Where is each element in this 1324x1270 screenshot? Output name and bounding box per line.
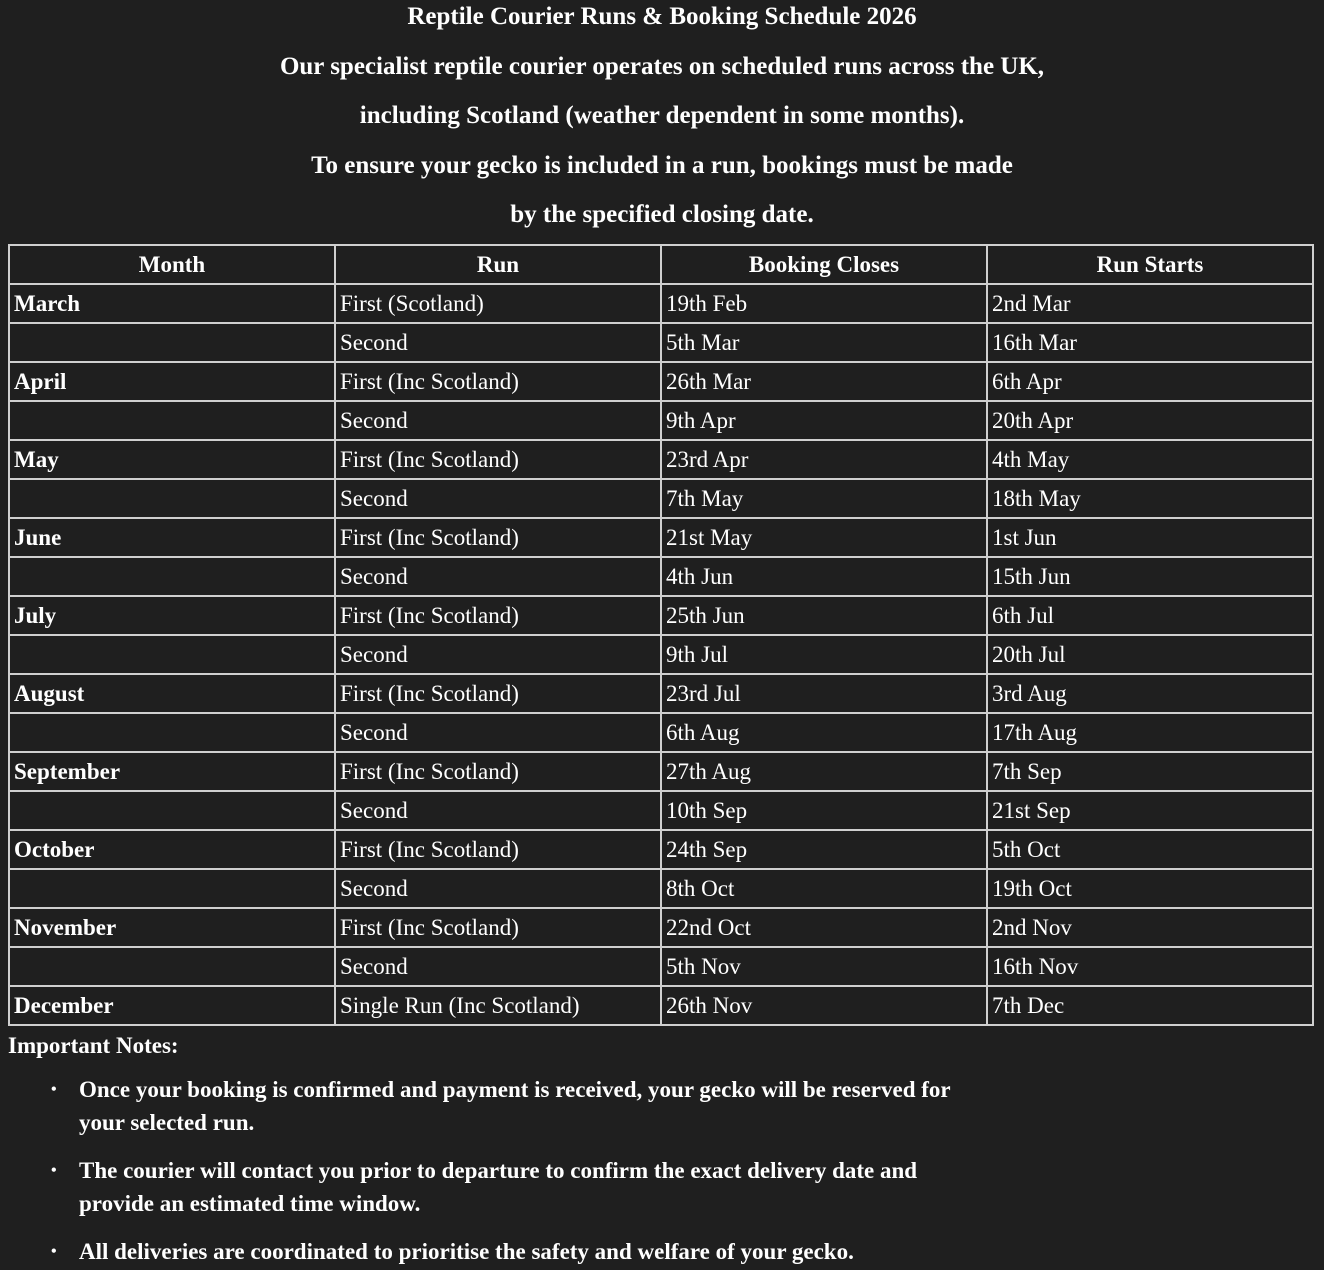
table-row bbox=[10, 597, 1314, 636]
cell-run: Second bbox=[336, 636, 662, 675]
table-body bbox=[10, 285, 1314, 1026]
cell-month bbox=[10, 480, 336, 519]
cell-run: First (Inc Scotland) bbox=[336, 675, 662, 714]
cell-run-starts: 6th Jul bbox=[988, 597, 1314, 636]
cell-booking-closes: 4th Jun bbox=[662, 558, 988, 597]
cell-booking-closes: 8th Oct bbox=[662, 870, 988, 909]
cell-month bbox=[10, 324, 336, 363]
cell-month bbox=[10, 948, 336, 987]
page-title: Reptile Courier Runs & Booking Schedule 2026 bbox=[407, 3, 917, 30]
bullet-icon: • bbox=[51, 1162, 57, 1179]
note-text: Once your booking is confirmed and payment is received, your gecko will be reserved for your selected run. bbox=[79, 1077, 951, 1135]
cell-run: First (Inc Scotland) bbox=[336, 519, 662, 558]
note-item bbox=[8, 1235, 959, 1268]
header-booking-closes: Booking Closes bbox=[662, 246, 988, 285]
cell-booking-closes: 9th Apr bbox=[662, 402, 988, 441]
cell-month bbox=[10, 558, 336, 597]
cell-run-starts: 5th Oct bbox=[988, 831, 1314, 870]
cell-run: Second bbox=[336, 324, 662, 363]
cell-run-starts: 2nd Nov bbox=[988, 909, 1314, 948]
bullet-icon: • bbox=[51, 1243, 57, 1260]
cell-booking-closes: 5th Mar bbox=[662, 324, 988, 363]
notes-list bbox=[8, 1073, 1008, 1268]
cell-run: First (Inc Scotland) bbox=[336, 831, 662, 870]
cell-run-starts: 3rd Aug bbox=[988, 675, 1314, 714]
table-row bbox=[10, 324, 1314, 363]
table-row bbox=[10, 363, 1314, 402]
cell-run-starts: 7th Sep bbox=[988, 753, 1314, 792]
notes-section bbox=[8, 1029, 1008, 1270]
cell-booking-closes: 5th Nov bbox=[662, 948, 988, 987]
cell-booking-closes: 22nd Oct bbox=[662, 909, 988, 948]
cell-month: March bbox=[10, 285, 336, 324]
cell-run: Second bbox=[336, 948, 662, 987]
table-header-row bbox=[10, 246, 1314, 285]
intro-line: To ensure your gecko is included in a run, bookings must be made bbox=[311, 151, 1013, 179]
cell-run: Second bbox=[336, 558, 662, 597]
cell-run-starts: 6th Apr bbox=[988, 363, 1314, 402]
schedule-table bbox=[8, 244, 1314, 1026]
table-row bbox=[10, 441, 1314, 480]
cell-run: Second bbox=[336, 792, 662, 831]
header-run-starts: Run Starts bbox=[988, 246, 1314, 285]
cell-booking-closes: 10th Sep bbox=[662, 792, 988, 831]
cell-run: Second bbox=[336, 714, 662, 753]
header-run: Run bbox=[336, 246, 662, 285]
cell-run-starts: 4th May bbox=[988, 441, 1314, 480]
cell-run: First (Scotland) bbox=[336, 285, 662, 324]
cell-booking-closes: 23rd Apr bbox=[662, 441, 988, 480]
cell-booking-closes: 26th Mar bbox=[662, 363, 988, 402]
table-row bbox=[10, 285, 1314, 324]
cell-booking-closes: 21st May bbox=[662, 519, 988, 558]
cell-booking-closes: 23rd Jul bbox=[662, 675, 988, 714]
cell-booking-closes: 9th Jul bbox=[662, 636, 988, 675]
table-row bbox=[10, 753, 1314, 792]
cell-month: May bbox=[10, 441, 336, 480]
cell-run-starts: 21st Sep bbox=[988, 792, 1314, 831]
cell-month bbox=[10, 636, 336, 675]
table-row bbox=[10, 480, 1314, 519]
table-row bbox=[10, 675, 1314, 714]
cell-month: October bbox=[10, 831, 336, 870]
cell-run: First (Inc Scotland) bbox=[336, 753, 662, 792]
cell-month: April bbox=[10, 363, 336, 402]
cell-run-starts: 16th Mar bbox=[988, 324, 1314, 363]
table-row bbox=[10, 948, 1314, 987]
table-row bbox=[10, 792, 1314, 831]
cell-run-starts: 1st Jun bbox=[988, 519, 1314, 558]
table-row bbox=[10, 909, 1314, 948]
header-month: Month bbox=[10, 246, 336, 285]
cell-run: Single Run (Inc Scotland) bbox=[336, 987, 662, 1026]
cell-run: Second bbox=[336, 402, 662, 441]
cell-run-starts: 20th Jul bbox=[988, 636, 1314, 675]
cell-month: August bbox=[10, 675, 336, 714]
intro-line: by the specified closing date. bbox=[510, 201, 814, 228]
cell-run: First (Inc Scotland) bbox=[336, 441, 662, 480]
cell-month: November bbox=[10, 909, 336, 948]
bullet-icon: • bbox=[51, 1081, 57, 1098]
note-text: All deliveries are coordinated to prioritise the safety and welfare of your gecko. bbox=[79, 1239, 854, 1264]
note-item bbox=[8, 1154, 959, 1220]
table-row bbox=[10, 831, 1314, 870]
table-row bbox=[10, 519, 1314, 558]
cell-run: Second bbox=[336, 480, 662, 519]
cell-run: First (Inc Scotland) bbox=[336, 597, 662, 636]
cell-run-starts: 17th Aug bbox=[988, 714, 1314, 753]
table-row bbox=[10, 558, 1314, 597]
note-item bbox=[8, 1073, 959, 1139]
table-row bbox=[10, 987, 1314, 1026]
cell-run-starts: 16th Nov bbox=[988, 948, 1314, 987]
cell-booking-closes: 27th Aug bbox=[662, 753, 988, 792]
cell-month bbox=[10, 792, 336, 831]
notes-title: Important Notes: bbox=[8, 1033, 179, 1058]
cell-booking-closes: 26th Nov bbox=[662, 987, 988, 1026]
cell-run-starts: 15th Jun bbox=[988, 558, 1314, 597]
cell-booking-closes: 24th Sep bbox=[662, 831, 988, 870]
table-row bbox=[10, 402, 1314, 441]
note-text: The courier will contact you prior to departure to confirm the exact delivery date and provide an estimated time window. bbox=[79, 1158, 918, 1216]
cell-month: December bbox=[10, 987, 336, 1026]
cell-month bbox=[10, 402, 336, 441]
cell-month: June bbox=[10, 519, 336, 558]
table-row bbox=[10, 714, 1314, 753]
cell-month: September bbox=[10, 753, 336, 792]
cell-month bbox=[10, 714, 336, 753]
cell-run-starts: 20th Apr bbox=[988, 402, 1314, 441]
table-row bbox=[10, 636, 1314, 675]
cell-booking-closes: 19th Feb bbox=[662, 285, 988, 324]
cell-month: July bbox=[10, 597, 336, 636]
cell-booking-closes: 25th Jun bbox=[662, 597, 988, 636]
table-row bbox=[10, 870, 1314, 909]
intro-section bbox=[0, 0, 1324, 240]
cell-run-starts: 19th Oct bbox=[988, 870, 1314, 909]
cell-run: First (Inc Scotland) bbox=[336, 363, 662, 402]
cell-run: Second bbox=[336, 870, 662, 909]
cell-run-starts: 2nd Mar bbox=[988, 285, 1314, 324]
cell-booking-closes: 6th Aug bbox=[662, 714, 988, 753]
cell-run: First (Inc Scotland) bbox=[336, 909, 662, 948]
cell-booking-closes: 7th May bbox=[662, 480, 988, 519]
cell-run-starts: 7th Dec bbox=[988, 987, 1314, 1026]
cell-month bbox=[10, 870, 336, 909]
intro-line: Our specialist reptile courier operates on scheduled runs across the UK, bbox=[279, 52, 1045, 80]
cell-run-starts: 18th May bbox=[988, 480, 1314, 519]
intro-line: including Scotland (weather dependent in some months). bbox=[359, 102, 965, 129]
